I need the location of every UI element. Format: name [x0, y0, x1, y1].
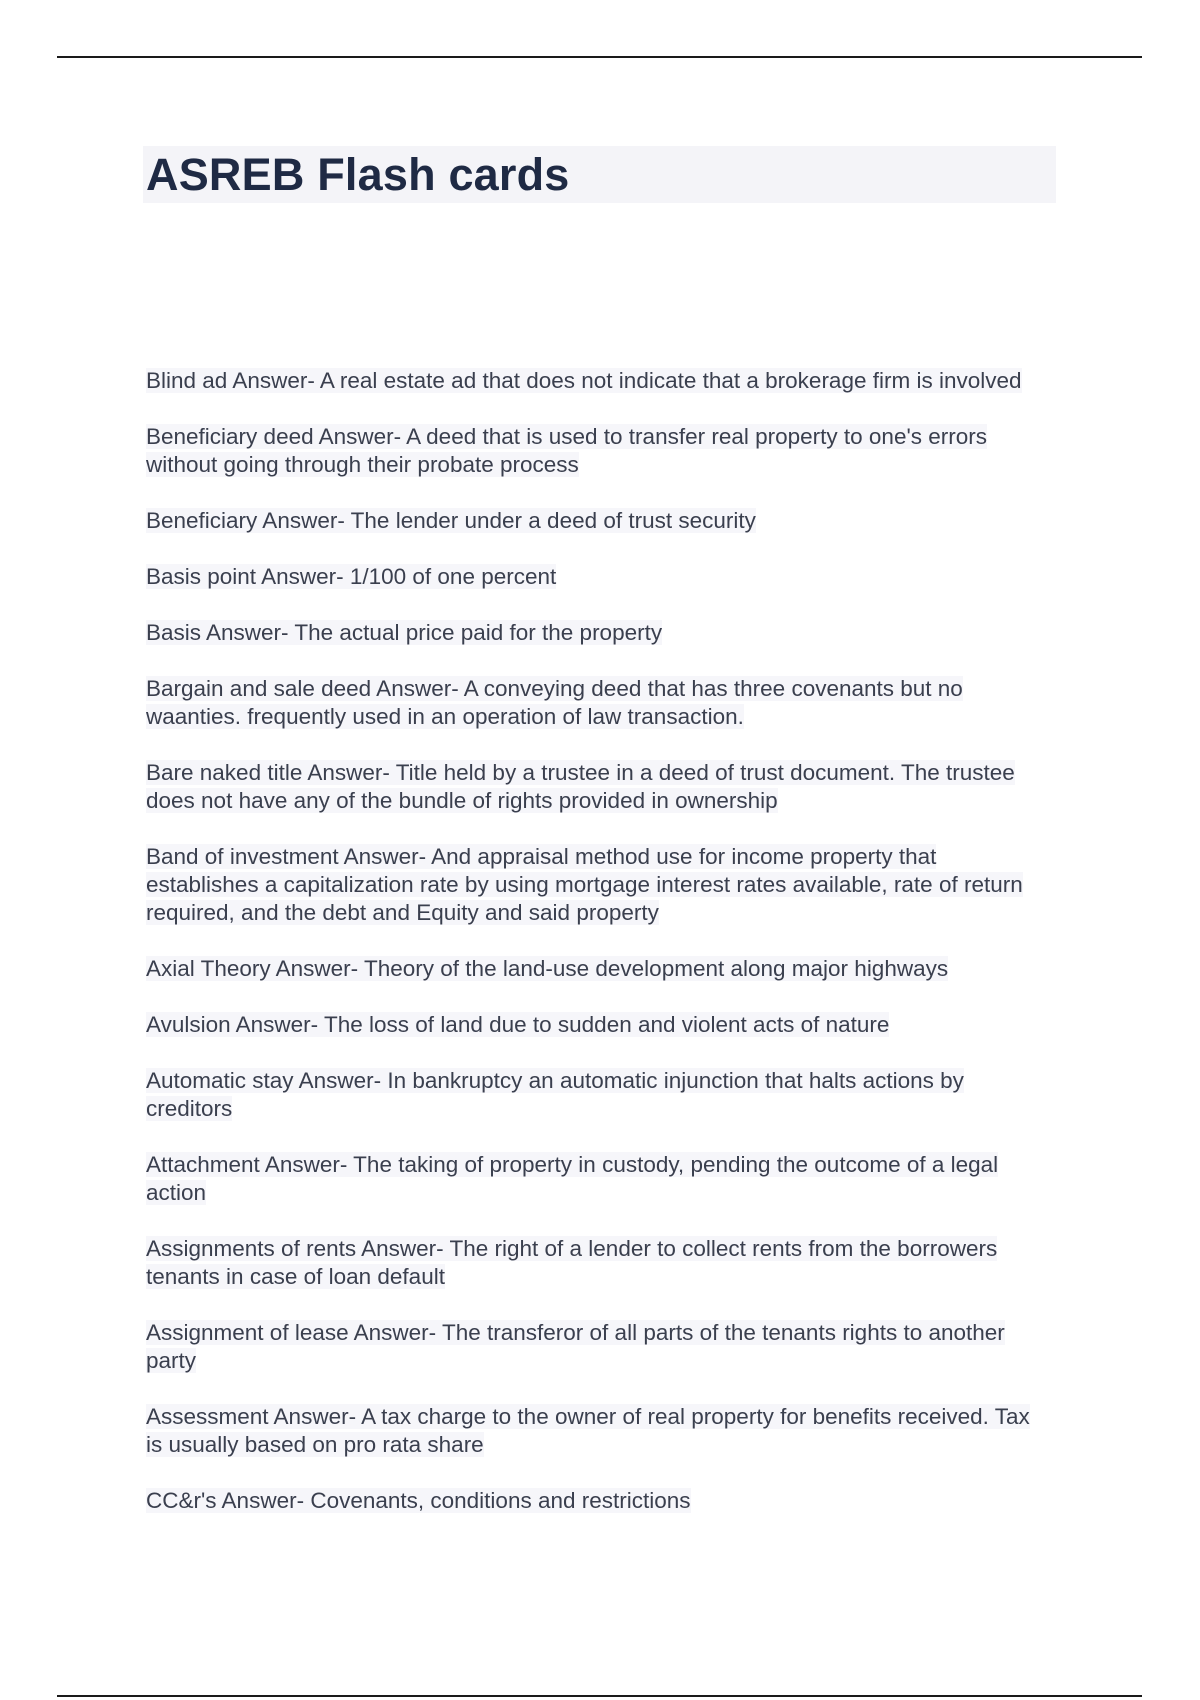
flashcard-item: [146, 1403, 1046, 1459]
flashcard-text: Avulsion Answer- The loss of land due to sudden and violent acts of nature: [146, 1012, 890, 1037]
flashcard-item: [146, 675, 1046, 731]
flashcard-text: Assessment Answer- A tax charge to the owner of real property for benefits received. Tax is usually based on pro rata share: [146, 1404, 1030, 1457]
flashcard-text: Automatic stay Answer- In bankruptcy an automatic injunction that halts actions by creditors: [146, 1068, 964, 1121]
top-rule: [57, 56, 1142, 58]
flashcard-item: [146, 619, 1046, 647]
flashcard-item: [146, 955, 1046, 983]
flashcard-text: Beneficiary Answer- The lender under a deed of trust security: [146, 508, 756, 533]
flashcard-item: [146, 563, 1046, 591]
flashcard-item: [146, 1487, 1046, 1515]
flashcard-text: Band of investment Answer- And appraisal method use for income property that establishes a capitalization rate by using mortgage interest rates available, rate of return required, and the debt and Equity and said property: [146, 844, 1023, 925]
flashcard-item: [146, 1235, 1046, 1291]
flashcard-item: [146, 1011, 1046, 1039]
flashcard-item: [146, 843, 1046, 927]
flashcard-text: Assignments of rents Answer- The right of a lender to collect rents from the borrowers tenants in case of loan default: [146, 1236, 998, 1289]
flashcard-item: [146, 507, 1046, 535]
flashcard-text: Bare naked title Answer- Title held by a trustee in a deed of trust document. The trustee does not have any of the bundle of rights provided in ownership: [146, 760, 1015, 813]
flashcard-item: [146, 759, 1046, 815]
flashcard-item: [146, 367, 1046, 395]
flashcard-text: CC&r's Answer- Covenants, conditions and restrictions: [146, 1488, 691, 1513]
flashcard-text: Blind ad Answer- A real estate ad that does not indicate that a brokerage firm is involved: [146, 368, 1022, 393]
flashcard-text: Assignment of lease Answer- The transferor of all parts of the tenants rights to another party: [146, 1320, 1005, 1373]
flashcard-text: Basis Answer- The actual price paid for the property: [146, 620, 663, 645]
flashcard-text: Attachment Answer- The taking of property in custody, pending the outcome of a legal action: [146, 1152, 999, 1205]
flashcard-text: Bargain and sale deed Answer- A conveying deed that has three covenants but no waanties. frequently used in an operation of law transaction.: [146, 676, 963, 729]
flashcard-text: Beneficiary deed Answer- A deed that is used to transfer real property to one's errors without going through their probate process: [146, 424, 988, 477]
flashcard-item: [146, 423, 1046, 479]
flashcard-list: [146, 367, 1046, 1543]
flashcard-item: [146, 1151, 1046, 1207]
bottom-rule: [57, 1695, 1142, 1697]
flashcard-text: Axial Theory Answer- Theory of the land-use development along major highways: [146, 956, 949, 981]
flashcard-text: Basis point Answer- 1/100 of one percent: [146, 564, 557, 589]
page-title: ASREB Flash cards: [146, 149, 570, 200]
flashcard-item: [146, 1319, 1046, 1375]
flashcard-item: [146, 1067, 1046, 1123]
